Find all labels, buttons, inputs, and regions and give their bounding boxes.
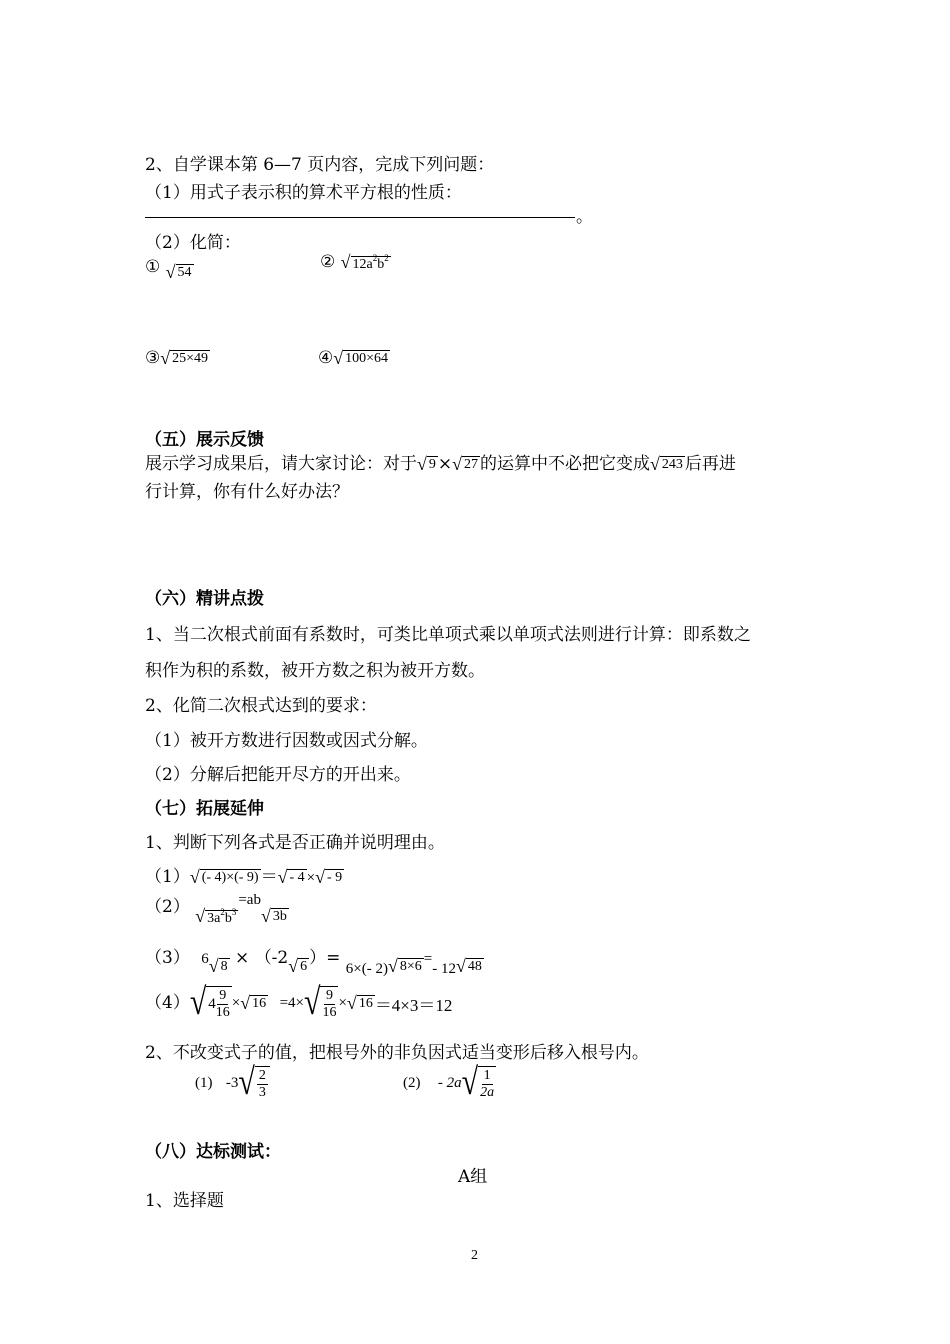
sqrt-expression: √ 25×49 xyxy=(160,348,209,368)
judge-item-3: （3） 6√ 8 × （-2√ 6 ）= 6×(- 2)√ 8×6 =- 12√ 48 xyxy=(145,948,482,977)
section-5-title: （五）展示反馈 xyxy=(145,430,264,450)
s5-line1: 展示学习成果后，请大家讨论：对于√ 9 ×√ 27 的运算中不必把它变成√ 243 后再进 xyxy=(145,454,736,474)
sqrt-expression: √ 54 xyxy=(165,262,192,282)
move-item-1: (1) -3 √ $\frac{2}{3}$ xyxy=(195,1066,270,1101)
s6-p1: 1、当二次根式前面有系数时，可类比单项式乘以单项式法则进行计算：即系数之 xyxy=(145,625,751,645)
item-number: ② xyxy=(320,252,336,272)
s6-p2: 积作为积的系数，被开方数之积为被开方数。 xyxy=(145,661,485,681)
sqrt-9: √ 9 xyxy=(417,454,436,474)
s2-q1-end: 。 xyxy=(576,207,593,227)
section-7-title: （七）拓展延伸 xyxy=(145,799,264,819)
judge-item-1: （1）√ (- 4)×(- 9) ＝√ - 4 ×√ - 9 xyxy=(145,867,343,887)
page-number: 2 xyxy=(471,1248,478,1263)
s7-q2: 2、不改变式子的值，把根号外的非负因式适当变形后移入根号内。 xyxy=(145,1043,649,1063)
s6-p5: （2）分解后把能开尽方的开出来。 xyxy=(145,765,411,785)
s5-line2: 行计算，你有什么好办法？ xyxy=(145,482,349,502)
s2-q1: （1）用式子表示积的算术平方根的性质： xyxy=(145,183,462,203)
sqrt-expression: √ $12a^2b^2$ xyxy=(340,252,389,272)
group-label: A组 xyxy=(458,1167,488,1187)
item-number: ③ xyxy=(145,348,161,368)
judge-item-2: （2） √ $3a^2b^3=ab√$ 3b xyxy=(145,892,287,926)
simplify-item-4 xyxy=(318,348,390,369)
move-item-2: (2) - 2a √ $\frac{1}{2a}$ xyxy=(403,1061,495,1103)
sqrt-243: √ 243 xyxy=(650,454,683,474)
s6-p3: 2、化简二次根式达到的要求： xyxy=(145,696,377,716)
section-6-title: （六）精讲点拨 xyxy=(145,589,264,609)
item-number: ④ xyxy=(318,348,334,368)
s6-p4: （1）被开方数进行因数或因式分解。 xyxy=(145,731,428,751)
s2-heading: 2、自学课本第 6—7 页内容，完成下列问题： xyxy=(145,155,495,175)
s8-q1: 1、选择题 xyxy=(145,1191,224,1211)
simplify-item-3 xyxy=(145,348,210,369)
section-8-title: （八）达标测试： xyxy=(145,1142,281,1162)
s2-q2: （2）化简： xyxy=(145,233,241,253)
judge-item-4: （4） √ 4 $\frac{9}{16}$ ×√ 16 =4× √ $\frac{9}{16}$ ×√ 16 ＝4×3＝12 xyxy=(145,981,453,1023)
simplify-item-1 xyxy=(145,252,194,283)
sqrt-expression: √ 100×64 xyxy=(333,348,389,368)
sqrt-27: √ 27 xyxy=(452,454,479,474)
item-number: ① xyxy=(145,257,161,277)
s7-q1: 1、判断下列各式是否正确并说明理由。 xyxy=(145,833,445,853)
answer-blank-line xyxy=(145,217,575,218)
simplify-item-2 xyxy=(320,252,391,273)
